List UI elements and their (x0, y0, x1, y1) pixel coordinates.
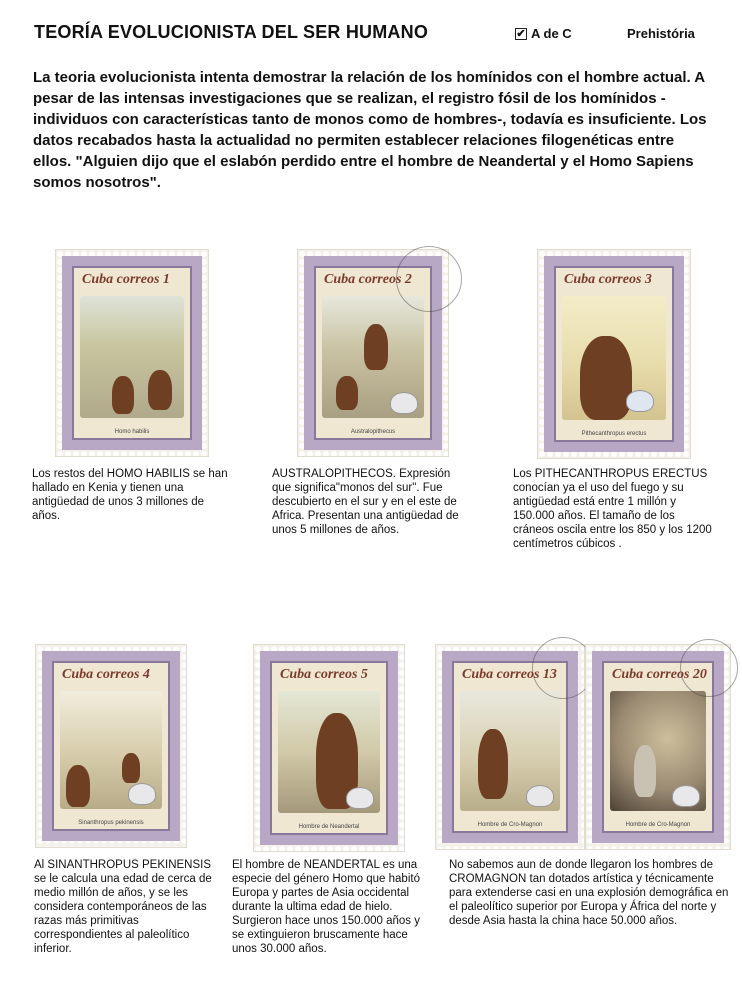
stamp-description-1: Los restos del HOMO HABILIS se han hallado en Kenia y tienen una antigüedad de unos 3 millones de años. (32, 468, 228, 522)
page-title: TEORÍA EVOLUCIONISTA DEL SER HUMANO (34, 22, 429, 42)
stamp-header: Cuba correos 2 (324, 272, 412, 287)
skull-icon (390, 392, 418, 414)
stamp-3 (538, 250, 690, 458)
stamp-header: Cuba correos 5 (280, 667, 368, 682)
hominid-figure (148, 370, 172, 410)
hominid-figure (112, 376, 134, 414)
stamp-6 (436, 645, 584, 849)
skull-icon (346, 787, 374, 809)
hominid-figure (580, 336, 632, 420)
category-label: Prehistória (627, 26, 695, 41)
stamp-header: Cuba correos 1 (82, 272, 170, 287)
stamp-caption: Hombre de Neandertal (298, 824, 360, 830)
hominid-figure (336, 376, 358, 410)
stamp-header: Cuba correos 4 (62, 667, 150, 682)
stamp-1 (56, 250, 208, 456)
hominid-figure (634, 745, 656, 797)
stamp-4 (36, 645, 186, 847)
stamp-description-2: AUSTRALOPITHECOS. Expresión que significa"monos del sur". Fue descubierto en el sur y en el este de Africa. Presentan una antigüedad de unos 5 millones de años. (272, 468, 459, 536)
stamp-description-6: No sabemos aun de donde llegaron los hombres de CROMAGNON tan dotados artística y técnicamente para extenderse casi en una explosión demográfica en el paleolítico superior por Europa y África del norte y desde Asia hasta la china hace 50.000 años. (449, 859, 729, 927)
checkbox[interactable]: ✔ (516, 27, 526, 40)
hominid-figure (478, 729, 508, 799)
postmark (680, 639, 738, 697)
stamp-5 (254, 645, 404, 851)
stamp-caption: Hombre de Cro-Magnon (477, 822, 543, 828)
stamp-7 (586, 645, 730, 849)
postmark (396, 246, 462, 312)
stamp-caption: Pithecanthropus erectus (581, 431, 647, 437)
hominid-figure (364, 324, 388, 370)
skull-icon (672, 785, 700, 807)
stamp-caption: Hombre de Cro-Magnon (625, 822, 691, 828)
checkbox-label: A de C (531, 26, 572, 41)
hominid-figure (122, 753, 140, 783)
stamp-description-5: El hombre de NEANDERTAL es una especie del género Homo que habitó Europa y partes de Asia occidental durante la ultima edad de hielo. Surgieron hace unos 150.000 años y se extinguieron bruscamente hace unos 30.000 años. (232, 859, 420, 955)
stamp-caption: Homo habilis (114, 429, 150, 435)
stamp-header: Cuba correos 3 (564, 272, 652, 287)
stamp-header: Cuba correos 20 (612, 667, 707, 682)
stamp-caption: Sinanthropus pekinensis (78, 820, 144, 826)
skull-icon (626, 390, 654, 412)
skull-icon (128, 783, 156, 805)
hominid-figure (66, 765, 90, 807)
postmark (532, 637, 594, 699)
stamp-2 (298, 250, 448, 456)
stamp-description-3: Los PITHECANTHROPUS ERECTUS conocían ya el uso del fuego y su antigüedad está entre 1 millón y 150.000 años. El tamaño de los cráneos oscila entre los 850 y los 1200 centímetros cúbicos . (513, 468, 712, 550)
stamp-header: Cuba correos 13 (462, 667, 557, 682)
skull-icon (526, 785, 554, 807)
stamp-caption: Australopithecus (350, 429, 396, 435)
checkbox-tag[interactable] (515, 26, 572, 41)
stamp-description-4: Al SINANTHROPUS PEKINENSIS se le calcula una edad de cerca de medio millón de años, y se les considera contemporáneos de las razas más primitivas correspondientes al paleolítico inferior. (34, 859, 212, 955)
intro-paragraph: La teoria evolucionista intenta demostrar la relación de los homínidos con el hombre actual. A pesar de las intensas investigaciones que se realizan, el registro fósil de los homínidos -individuos con características tanto de monos como de hombres-, todavía es insuficiente. Los datos recabados hasta la actualidad no permiten establecer relaciones filogenéticas entre ellos. "Alguien dijo que el eslabón perdido entre el hombre de Neandertal y el Homo Sapiens somos nosotros". (33, 69, 707, 191)
